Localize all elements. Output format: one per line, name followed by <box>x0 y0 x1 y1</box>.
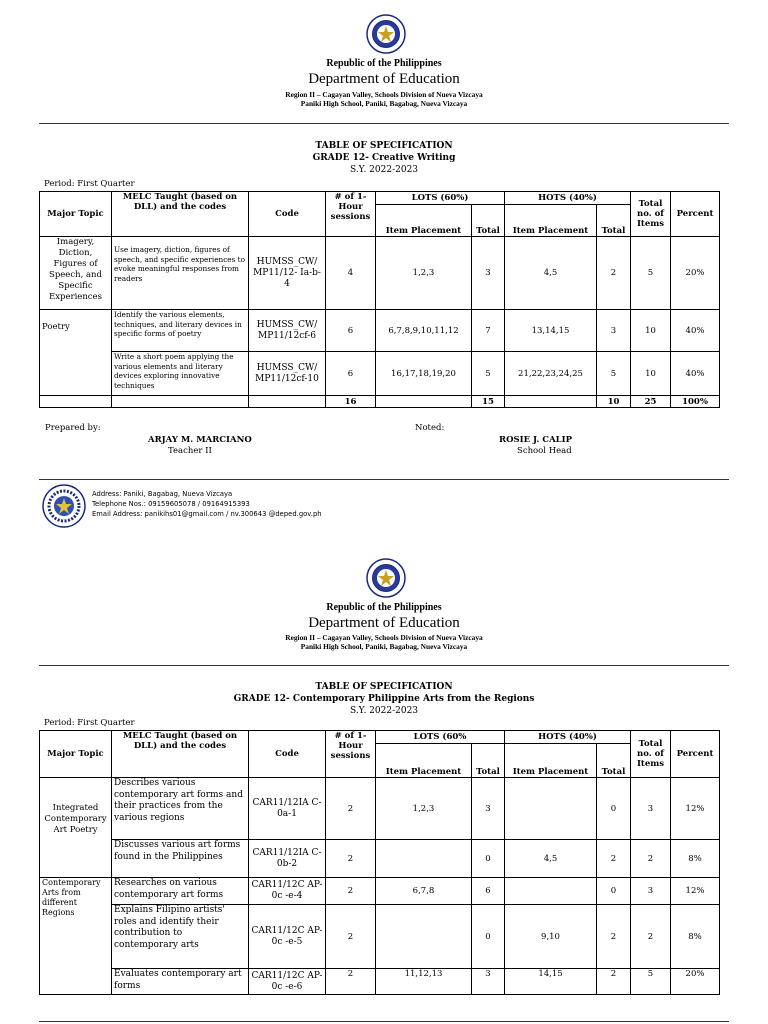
header-hots-item-placement: Item Placement <box>505 205 597 237</box>
sessions-total-cell: 16 <box>326 396 376 408</box>
hots-items-cell: 21,22,23,24,25 <box>505 352 597 396</box>
percent-grand-total-cell: 100% <box>671 396 720 408</box>
table-row <box>40 352 720 396</box>
header-hots-total: Total <box>597 744 631 778</box>
department-title: Department of Education <box>308 71 460 87</box>
header-lots: LOTS (60%) <box>376 192 505 205</box>
melc-cell: Describes various contemporary art forms and their practices from the various regions <box>112 778 249 840</box>
lots-total-cell: 5 <box>472 352 505 396</box>
percent-cell: 20% <box>671 969 720 995</box>
school-year: S.Y. 2022-2023 <box>349 165 419 175</box>
divider <box>39 665 729 666</box>
hots-items-cell: 4,5 <box>505 237 597 310</box>
sessions-cell: 4 <box>326 237 376 310</box>
header-lots-item-placement: Item Placement <box>376 744 472 778</box>
table-row <box>40 310 720 352</box>
footer-divider <box>39 1021 729 1022</box>
table-row <box>40 237 720 310</box>
totals-row <box>40 396 720 408</box>
tos-title <box>0 140 768 176</box>
title: TABLE OF SPECIFICATION <box>315 141 453 151</box>
school-text: Paniki High School, Paniki, Bagabag, Nueva Vizcaya <box>300 642 468 651</box>
lots-total-cell: 3 <box>472 778 505 840</box>
subtitle: GRADE 12- Creative Writing <box>312 153 456 163</box>
header-major-topic: Major Topic <box>40 731 112 778</box>
total-cell: 2 <box>631 840 671 878</box>
sessions-cell: 2 <box>326 905 376 969</box>
hots-total-cell: 2 <box>597 905 631 969</box>
sessions-cell: 2 <box>326 969 376 995</box>
header-lots-item-placement: Item Placement <box>376 205 472 237</box>
header-melc: MELC Taught (based on DLL) and the codes <box>112 731 249 778</box>
table-row <box>40 969 720 995</box>
footer-contact <box>92 489 322 519</box>
header-lots-total: Total <box>472 205 505 237</box>
lots-total-cell: 7 <box>472 310 505 352</box>
hots-items-cell: 14,15 <box>505 969 597 995</box>
department-title: Department of Education <box>308 615 460 631</box>
hots-total-cell: 0 <box>597 878 631 905</box>
topic-cell: Imagery, Diction, Figures of Speech, and Specific Experiences <box>40 237 112 310</box>
header-lots-total: Total <box>472 744 505 778</box>
topic-cell: Integrated Contemporary Art Poetry <box>40 778 112 878</box>
header-percent: Percent <box>671 192 720 237</box>
footer-divider <box>39 479 729 480</box>
total-cell: 3 <box>631 778 671 840</box>
code-cell: HUMSS_CW/ MP11/12- Ia-b-4 <box>249 237 326 310</box>
school-text: Paniki High School, Paniki, Bagabag, Nueva Vizcaya <box>300 99 468 108</box>
code-cell: CAR11/12C AP-0c -e-5 <box>249 905 326 969</box>
lots-items-cell: 11,12,13 <box>376 969 472 995</box>
prepared-by-label: Prepared by: <box>45 423 101 433</box>
header-code: Code <box>249 731 326 778</box>
total-cell: 5 <box>631 969 671 995</box>
code-cell: HUMSS_CW/ MP11/12cf-10 <box>249 352 326 396</box>
melc-cell: Evaluates contemporary art forms <box>112 969 249 995</box>
lots-total-cell: 0 <box>472 905 505 969</box>
hots-total-cell: 0 <box>597 778 631 840</box>
header-lots: LOTS (60% <box>376 731 505 744</box>
sessions-cell: 2 <box>326 840 376 878</box>
header-sessions: # of 1-Hour sessions <box>326 192 376 237</box>
lots-total-cell: 0 <box>472 840 505 878</box>
header-melc: MELC Taught (based on DLL) and the codes <box>112 192 249 237</box>
lots-items-cell: 16,17,18,19,20 <box>376 352 472 396</box>
noted-label: Noted: <box>415 423 445 433</box>
divider <box>39 123 729 124</box>
total-cell: 10 <box>631 352 671 396</box>
specification-table <box>39 730 720 995</box>
percent-cell: 12% <box>671 778 720 840</box>
code-cell: CAR11/12IA C-0a-1 <box>249 778 326 840</box>
hots-total-cell: 2 <box>597 237 631 310</box>
hots-total-cell: 5 <box>597 352 631 396</box>
school-year: S.Y. 2022-2023 <box>349 706 419 716</box>
footer-phone: Telephone Nos.: 09159605078 / 09164915393 <box>92 500 250 508</box>
period-label: Period: First Quarter <box>44 718 135 728</box>
lots-items-cell: 1,2,3 <box>376 778 472 840</box>
melc-cell: Discusses various art forms found in the Philippines <box>112 840 249 878</box>
melc-cell: Write a short poem applying the various elements and literary devices exploring innovative techniques <box>112 352 249 396</box>
total-cell: 2 <box>631 905 671 969</box>
title: TABLE OF SPECIFICATION <box>315 682 453 692</box>
header-hots-total: Total <box>597 205 631 237</box>
region-text: Region II – Cagayan Valley, Schools Division of Nueva Vizcaya <box>285 90 483 99</box>
lots-total-cell: 3 <box>472 237 505 310</box>
hots-grand-total-cell: 10 <box>597 396 631 408</box>
code-cell: HUMSS_CW/ MP11/12cf-6 <box>249 310 326 352</box>
period-label: Period: First Quarter <box>44 179 135 189</box>
hots-items-cell <box>505 878 597 905</box>
specification-table <box>39 191 720 408</box>
header-hots: HOTS (40%) <box>505 192 631 205</box>
footer-email: Email Address: panikihs01@gmail.com / nv.300643 @deped.gov.ph <box>92 510 322 518</box>
table-row <box>40 878 720 905</box>
noter-title: School Head <box>517 446 572 456</box>
header-hots: HOTS (40%) <box>505 731 631 744</box>
hots-items-cell: 13,14,15 <box>505 310 597 352</box>
preparer-name: ARJAY M. MARCIANO <box>148 435 252 445</box>
items-grand-total-cell: 25 <box>631 396 671 408</box>
melc-cell: Identify the various elements, techniques, and literary devices in specific forms of poetry <box>112 310 249 352</box>
header-total-items: Total no. of Items <box>631 731 671 778</box>
tos-title <box>0 681 768 717</box>
hots-total-cell: 2 <box>597 840 631 878</box>
republic-text: Republic of the Philippines <box>326 58 442 69</box>
header-major-topic: Major Topic <box>40 192 112 237</box>
total-cell: 5 <box>631 237 671 310</box>
percent-cell: 8% <box>671 840 720 878</box>
code-cell: CAR11/12IA C-0b-2 <box>249 840 326 878</box>
topic-cell: Contemporary Arts from different Regions <box>40 878 112 995</box>
table-row <box>40 778 720 840</box>
footer-address: Address: Paniki, Bagabag, Nueva Vizcaya <box>92 490 233 498</box>
header-sessions: # of 1-Hour sessions <box>326 731 376 778</box>
percent-cell: 40% <box>671 352 720 396</box>
hots-items-cell: 9,10 <box>505 905 597 969</box>
melc-cell: Use imagery, diction, figures of speech, and specific experiences to evoke meaningful responses from readers <box>112 237 249 310</box>
lots-total-cell: 3 <box>472 969 505 995</box>
republic-text: Republic of the Philippines <box>326 602 442 613</box>
lots-items-cell: 6,7,8,9,10,11,12 <box>376 310 472 352</box>
header-total-items: Total no. of Items <box>631 192 671 237</box>
table-row <box>40 840 720 878</box>
lots-grand-total-cell: 15 <box>472 396 505 408</box>
header-percent: Percent <box>671 731 720 778</box>
header-hots-item-placement: Item Placement <box>505 744 597 778</box>
percent-cell: 40% <box>671 310 720 352</box>
sessions-cell: 6 <box>326 310 376 352</box>
percent-cell: 20% <box>671 237 720 310</box>
sessions-cell: 2 <box>326 778 376 840</box>
melc-cell: Explains Filipino artists' roles and identify their contribution to contemporary arts <box>112 905 249 969</box>
header-code: Code <box>249 192 326 237</box>
melc-cell: Researches on various contemporary art forms <box>112 878 249 905</box>
percent-cell: 8% <box>671 905 720 969</box>
lots-items-cell: 6,7,8 <box>376 878 472 905</box>
subtitle: GRADE 12- Contemporary Philippine Arts from the Regions <box>233 694 535 704</box>
deped-seal-icon <box>366 14 406 54</box>
hots-total-cell: 3 <box>597 310 631 352</box>
sessions-cell: 2 <box>326 878 376 905</box>
topic-cell: Poetry <box>40 310 112 396</box>
lots-total-cell: 6 <box>472 878 505 905</box>
code-cell: CAR11/12C AP-0c -e-4 <box>249 878 326 905</box>
lots-items-cell: 1,2,3 <box>376 237 472 310</box>
lots-items-cell <box>376 840 472 878</box>
hots-items-cell <box>505 778 597 840</box>
deped-seal-icon <box>366 558 406 598</box>
hots-items-cell: 4,5 <box>505 840 597 878</box>
noter-name: ROSIE J. CALIP <box>499 435 573 445</box>
school-logo-icon <box>42 484 86 528</box>
code-cell: CAR11/12C AP-0c -e-6 <box>249 969 326 995</box>
table-row <box>40 905 720 969</box>
lots-items-cell <box>376 905 472 969</box>
preparer-title: Teacher II <box>168 446 212 456</box>
percent-cell: 12% <box>671 878 720 905</box>
hots-total-cell: 2 <box>597 969 631 995</box>
total-cell: 3 <box>631 878 671 905</box>
sessions-cell: 6 <box>326 352 376 396</box>
total-cell: 10 <box>631 310 671 352</box>
region-text: Region II – Cagayan Valley, Schools Division of Nueva Vizcaya <box>285 633 483 642</box>
